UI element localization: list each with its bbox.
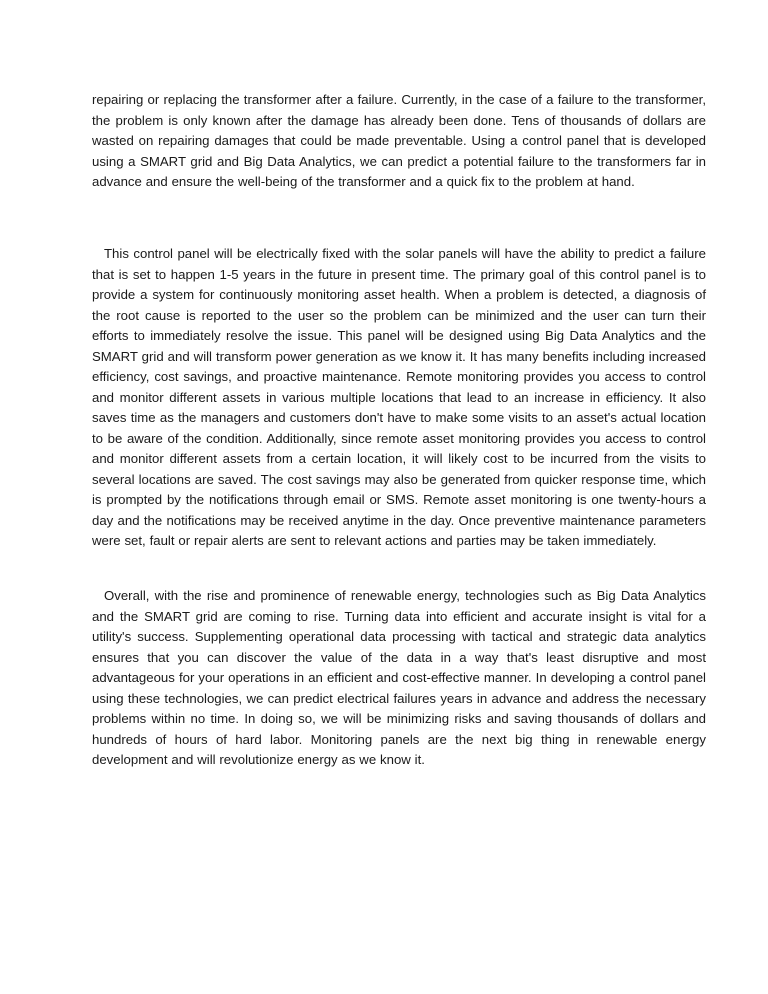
body-paragraph-3: Overall, with the rise and prominence of renewable energy, technologies such as Big Data Analytics and the SMART grid are coming to rise. Turning data into efficient and accurate insight is vital for a utility's success. Supplementing operational data processing with tactical and strategic data analytics ensures that you can discover the value of the data in a way that's least disruptive and most advantageous for your operations in an efficient and cost-effective manner. In developing a control panel using these technologies, we can predict electrical failures years in advance and address the necessary problems within no time. In doing so, we will be minimizing risks and saving thousands of dollars and hundreds of hours of hard labor. Monitoring panels are the next big thing in renewable energy development and will revolutionize energy as we know it. <box>92 588 706 767</box>
body-paragraph-1: repairing or replacing the transformer after a failure. Currently, in the case of a failure to the transformer, the problem is only known after the damage has already been done. Tens of thousands of dollars are wasted on repairing damages that could be made preventable. Using a control panel that is developed using a SMART grid and Big Data Analytics, we can predict a potential failure to the transformers far in advance and ensure the well-being of the transformer and a quick fix to the problem at hand. <box>92 92 706 189</box>
body-paragraph-2: This control panel will be electrically fixed with the solar panels will have the ability to predict a failure that is set to happen 1-5 years in the future in present time. The primary goal of this control panel is to provide a system for continuously monitoring asset health. When a problem is detected, a diagnosis of the root cause is reported to the user so the problem can be minimized and the user can turn their efforts to immediately resolve the issue. This panel will be designed using Big Data Analytics and the SMART grid and will transform power generation as we know it. It has many benefits including increased efficiency, cost savings, and proactive maintenance. Remote monitoring provides you access to control and monitor different assets in various multiple locations that lead to an increase in efficiency. It also saves time as the managers and customers don't have to make some visits to an asset's actual location to be aware of the condition. Additionally, since remote asset monitoring provides you access to control and monitor different assets from a certain location, it will likely cost to be incurred from the visits to several locations are saved. The cost savings may also be generated from quicker response time, which is prompted by the notifications through email or SMS. Remote asset monitoring is one twenty-hours a day and the notifications may be received anytime in the day. Once preventive maintenance parameters were set, fault or repair alerts are sent to relevant actions and parties may be taken immediately. <box>92 246 706 548</box>
